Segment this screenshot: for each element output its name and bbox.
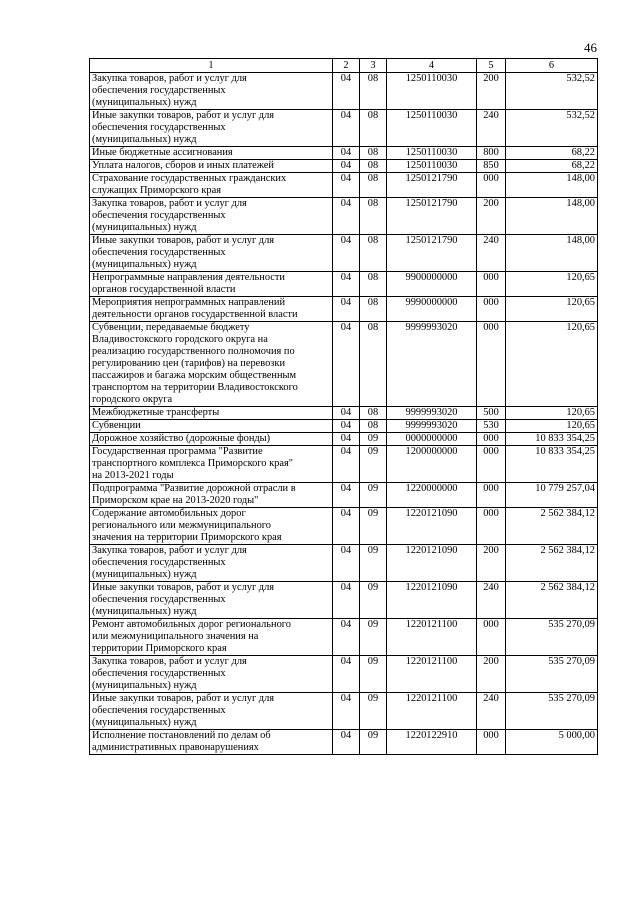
cell-subsection: 09	[360, 446, 387, 483]
table-row	[90, 272, 598, 297]
cell-section: 04	[333, 147, 360, 160]
cell-target-code: 1220121100	[387, 693, 477, 730]
table-row	[90, 508, 598, 545]
cell-amount: 148,00	[506, 198, 598, 235]
cell-expense-type: 200	[477, 656, 506, 693]
cell-section: 04	[333, 545, 360, 582]
cell-expense-type: 000	[477, 508, 506, 545]
cell-subsection: 08	[360, 322, 387, 407]
cell-subsection: 08	[360, 198, 387, 235]
cell-target-code: 1220121100	[387, 619, 477, 656]
cell-name: Содержание автомобильных дорог регионального или межмуниципального значения на территории Приморского края	[90, 508, 333, 545]
cell-expense-type: 530	[477, 420, 506, 433]
cell-name: Иные закупки товаров, работ и услуг для обеспечения государственных (муниципальных) нужд	[90, 582, 333, 619]
cell-expense-type: 200	[477, 198, 506, 235]
cell-section: 04	[333, 656, 360, 693]
cell-subsection: 08	[360, 160, 387, 173]
cell-expense-type: 240	[477, 110, 506, 147]
table-row	[90, 297, 598, 322]
cell-subsection: 09	[360, 545, 387, 582]
cell-section: 04	[333, 173, 360, 198]
cell-name: Ремонт автомобильных дорог регионального или межмуниципального значения на территории Приморского края	[90, 619, 333, 656]
cell-name: Иные закупки товаров, работ и услуг для обеспечения государственных (муниципальных) нужд	[90, 693, 333, 730]
table-row	[90, 235, 598, 272]
cell-amount: 2 562 384,12	[506, 545, 598, 582]
cell-expense-type: 000	[477, 322, 506, 407]
cell-expense-type: 800	[477, 147, 506, 160]
cell-expense-type: 240	[477, 693, 506, 730]
cell-amount: 535 270,09	[506, 619, 598, 656]
cell-section: 04	[333, 446, 360, 483]
table-row	[90, 420, 598, 433]
cell-name: Исполнение постановлений по делам об административных правонарушениях	[90, 730, 333, 755]
cell-amount: 535 270,09	[506, 693, 598, 730]
cell-subsection: 08	[360, 173, 387, 198]
cell-section: 04	[333, 322, 360, 407]
column-header-4: 4	[387, 59, 477, 73]
cell-target-code: 9999993020	[387, 420, 477, 433]
cell-name: Уплата налогов, сборов и иных платежей	[90, 160, 333, 173]
column-header-6: 6	[506, 59, 598, 73]
cell-target-code: 1250121790	[387, 173, 477, 198]
column-header-2: 2	[333, 59, 360, 73]
cell-amount: 148,00	[506, 235, 598, 272]
cell-target-code: 1250121790	[387, 235, 477, 272]
cell-target-code: 9999993020	[387, 322, 477, 407]
cell-target-code: 9999993020	[387, 407, 477, 420]
table-row	[90, 730, 598, 755]
cell-subsection: 09	[360, 483, 387, 508]
table-row	[90, 582, 598, 619]
cell-amount: 532,52	[506, 110, 598, 147]
cell-subsection: 09	[360, 656, 387, 693]
cell-amount: 535 270,09	[506, 656, 598, 693]
cell-subsection: 08	[360, 73, 387, 110]
cell-name: Закупка товаров, работ и услуг для обеспечения государственных (муниципальных) нужд	[90, 73, 333, 110]
cell-expense-type: 200	[477, 545, 506, 582]
cell-amount: 2 562 384,12	[506, 582, 598, 619]
cell-name: Иные закупки товаров, работ и услуг для обеспечения государственных (муниципальных) нужд	[90, 110, 333, 147]
cell-amount: 120,65	[506, 297, 598, 322]
cell-target-code: 1250121790	[387, 198, 477, 235]
cell-amount: 10 833 354,25	[506, 446, 598, 483]
cell-name: Закупка товаров, работ и услуг для обеспечения государственных (муниципальных) нужд	[90, 656, 333, 693]
cell-target-code: 9900000000	[387, 272, 477, 297]
table-row	[90, 693, 598, 730]
cell-expense-type: 000	[477, 173, 506, 198]
cell-amount: 148,00	[506, 173, 598, 198]
table-row	[90, 446, 598, 483]
column-header-5: 5	[477, 59, 506, 73]
cell-target-code: 1220121090	[387, 508, 477, 545]
table-row	[90, 160, 598, 173]
cell-subsection: 09	[360, 582, 387, 619]
cell-section: 04	[333, 582, 360, 619]
cell-subsection: 09	[360, 693, 387, 730]
cell-section: 04	[333, 420, 360, 433]
cell-expense-type: 000	[477, 730, 506, 755]
cell-section: 04	[333, 110, 360, 147]
cell-expense-type: 000	[477, 272, 506, 297]
cell-name: Дорожное хозяйство (дорожные фонды)	[90, 433, 333, 446]
cell-subsection: 08	[360, 407, 387, 420]
cell-subsection: 09	[360, 730, 387, 755]
table-row	[90, 147, 598, 160]
cell-expense-type: 240	[477, 235, 506, 272]
cell-name: Иные закупки товаров, работ и услуг для обеспечения государственных (муниципальных) нужд	[90, 235, 333, 272]
cell-subsection: 08	[360, 147, 387, 160]
cell-section: 04	[333, 730, 360, 755]
column-header-1: 1	[90, 59, 333, 73]
table-row	[90, 110, 598, 147]
cell-target-code: 1220121100	[387, 656, 477, 693]
cell-section: 04	[333, 433, 360, 446]
cell-target-code: 1220122910	[387, 730, 477, 755]
cell-name: Субвенции, передаваемые бюджету Владивостокского городского округа на реализацию государственного полномочия по регулированию цен (тарифов) на перевозки пассажиров и багажа морским общественным транспортом на территории Владивостокского городского округа	[90, 322, 333, 407]
table-row	[90, 322, 598, 407]
cell-name: Закупка товаров, работ и услуг для обеспечения государственных (муниципальных) нужд	[90, 545, 333, 582]
cell-target-code: 0000000000	[387, 433, 477, 446]
cell-expense-type: 000	[477, 619, 506, 656]
cell-amount: 10 833 354,25	[506, 433, 598, 446]
cell-subsection: 09	[360, 433, 387, 446]
cell-amount: 120,65	[506, 407, 598, 420]
cell-name: Государственная программа "Развитие транспортного комплекса Приморского края" на 2013-2021 годы	[90, 446, 333, 483]
cell-amount: 2 562 384,12	[506, 508, 598, 545]
cell-amount: 68,22	[506, 160, 598, 173]
cell-section: 04	[333, 508, 360, 545]
cell-section: 04	[333, 235, 360, 272]
cell-amount: 120,65	[506, 272, 598, 297]
cell-expense-type: 850	[477, 160, 506, 173]
table-row	[90, 619, 598, 656]
cell-name: Межбюджетные трансферты	[90, 407, 333, 420]
cell-section: 04	[333, 619, 360, 656]
table-row	[90, 198, 598, 235]
cell-expense-type: 000	[477, 297, 506, 322]
cell-name: Закупка товаров, работ и услуг для обеспечения государственных (муниципальных) нужд	[90, 198, 333, 235]
cell-target-code: 1250110030	[387, 73, 477, 110]
cell-subsection: 09	[360, 508, 387, 545]
cell-amount: 120,65	[506, 322, 598, 407]
page-number: 46	[584, 40, 597, 55]
cell-amount: 5 000,00	[506, 730, 598, 755]
cell-expense-type: 000	[477, 446, 506, 483]
cell-section: 04	[333, 483, 360, 508]
cell-expense-type: 240	[477, 582, 506, 619]
cell-amount: 120,65	[506, 420, 598, 433]
cell-section: 04	[333, 407, 360, 420]
cell-target-code: 1220000000	[387, 483, 477, 508]
table-header-row	[90, 59, 598, 73]
table-row	[90, 433, 598, 446]
cell-name: Иные бюджетные ассигнования	[90, 147, 333, 160]
cell-amount: 10 779 257,04	[506, 483, 598, 508]
cell-subsection: 08	[360, 235, 387, 272]
cell-section: 04	[333, 297, 360, 322]
cell-name: Подпрограмма "Развитие дорожной отрасли в Приморском крае на 2013-2020 годы"	[90, 483, 333, 508]
cell-name: Непрограммные направления деятельности органов государственной власти	[90, 272, 333, 297]
cell-name: Мероприятия непрограммных направлений деятельности органов государственной власти	[90, 297, 333, 322]
cell-expense-type: 000	[477, 483, 506, 508]
cell-target-code: 1220121090	[387, 582, 477, 619]
cell-amount: 68,22	[506, 147, 598, 160]
cell-expense-type: 200	[477, 73, 506, 110]
cell-target-code: 1220121090	[387, 545, 477, 582]
cell-section: 04	[333, 272, 360, 297]
cell-section: 04	[333, 160, 360, 173]
budget-table	[89, 58, 598, 755]
cell-section: 04	[333, 198, 360, 235]
table-row	[90, 407, 598, 420]
cell-expense-type: 500	[477, 407, 506, 420]
cell-subsection: 08	[360, 110, 387, 147]
column-header-3: 3	[360, 59, 387, 73]
cell-name: Субвенции	[90, 420, 333, 433]
table-row	[90, 483, 598, 508]
cell-section: 04	[333, 693, 360, 730]
cell-target-code: 1200000000	[387, 446, 477, 483]
cell-subsection: 08	[360, 420, 387, 433]
table-row	[90, 73, 598, 110]
cell-amount: 532,52	[506, 73, 598, 110]
table-body	[90, 73, 598, 755]
cell-subsection: 08	[360, 272, 387, 297]
cell-name: Страхование государственных гражданских служащих Приморского края	[90, 173, 333, 198]
table-row	[90, 545, 598, 582]
cell-target-code: 1250110030	[387, 147, 477, 160]
table-row	[90, 656, 598, 693]
cell-target-code: 9990000000	[387, 297, 477, 322]
cell-subsection: 09	[360, 619, 387, 656]
cell-target-code: 1250110030	[387, 110, 477, 147]
cell-section: 04	[333, 73, 360, 110]
cell-target-code: 1250110030	[387, 160, 477, 173]
cell-subsection: 08	[360, 297, 387, 322]
table-row	[90, 173, 598, 198]
cell-expense-type: 000	[477, 433, 506, 446]
